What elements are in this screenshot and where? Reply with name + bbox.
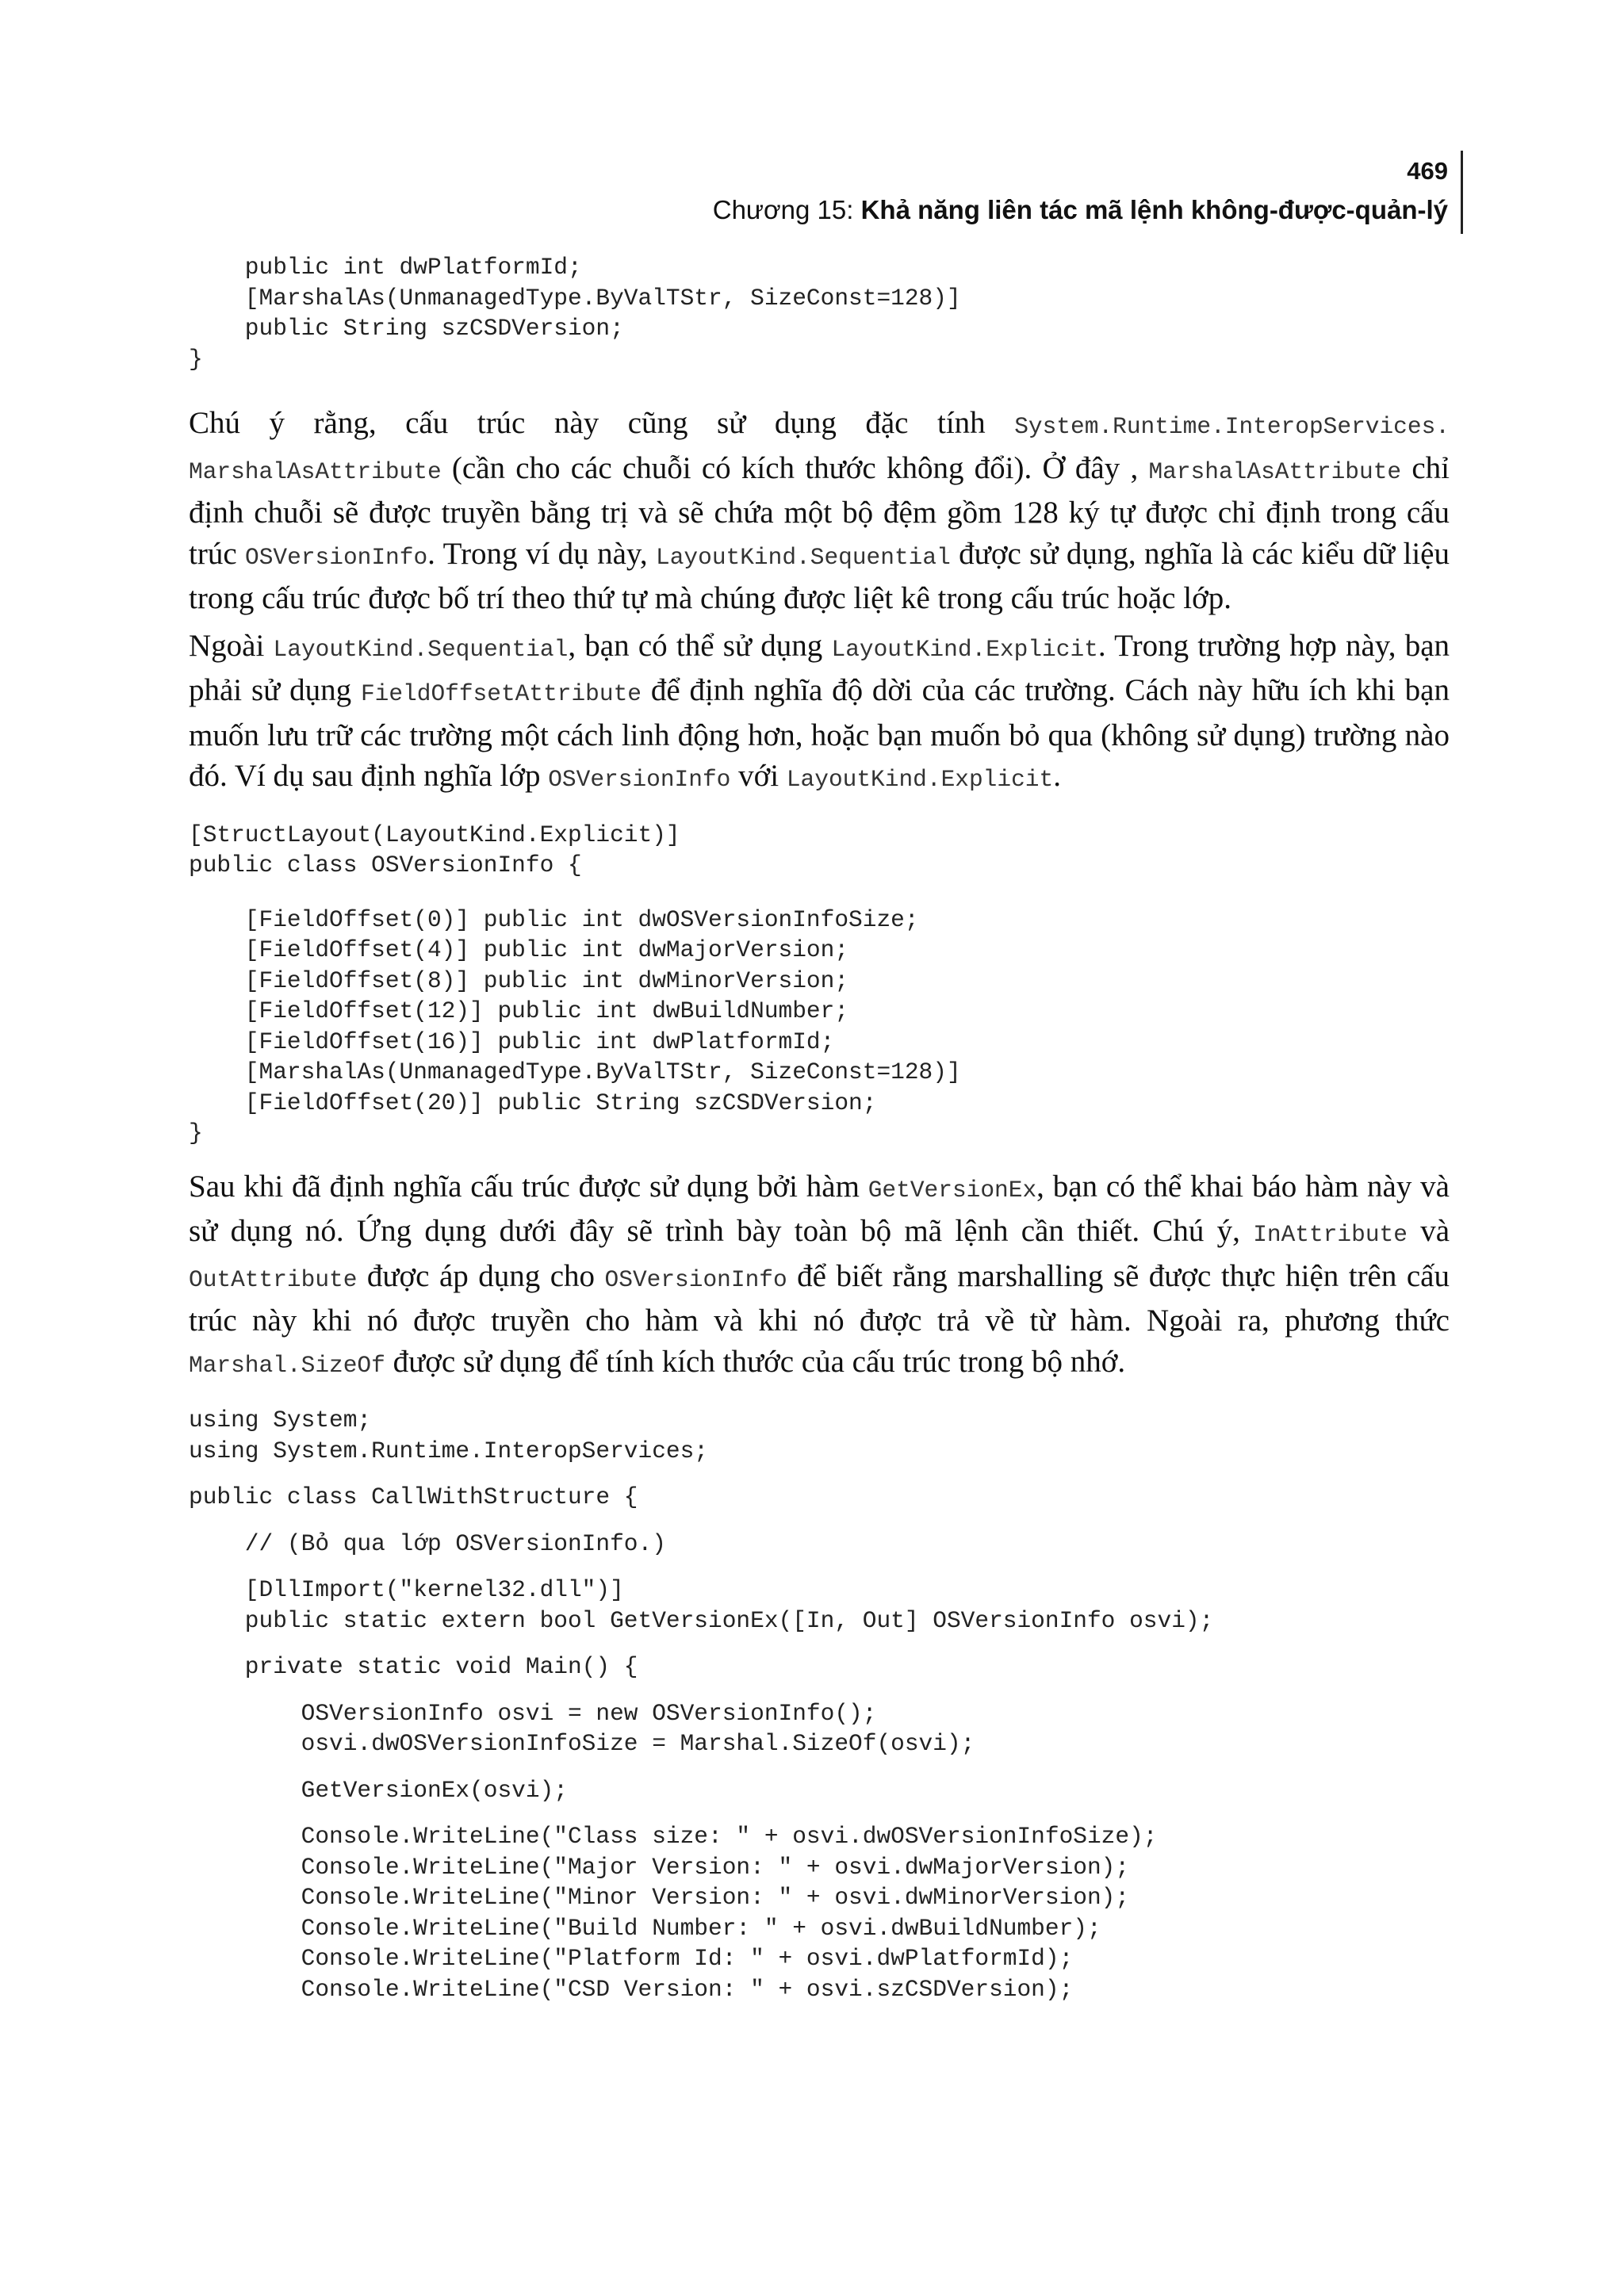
para-text: . Trong ví dụ này, [427,536,657,571]
inline-code: LayoutKind.Explicit [786,766,1054,793]
inline-code: OSVersionInfo [548,766,731,793]
para-text: (cần cho các chuỗi có kích thước không đổi). Ở đây , [441,450,1149,485]
inline-code: OSVersionInfo [245,543,428,571]
inline-code: GetVersionEx [868,1176,1037,1204]
inline-code: FieldOffsetAttribute [360,680,642,707]
code-block-comment: // (Bỏ qua lớp OSVersionInfo.) [189,1529,666,1557]
para-text: để biết rằng marshalling sẽ được thực hiện trên cấu trúc này khi nó được truyền cho hàm và khi nó được trả về từ hàm. Ngoài ra, phương thức [189,1258,1450,1338]
code-block-struct-tail: public int dwPlatformId; [MarshalAs(UnmanagedType.ByValTStr, SizeConst=128)] public String szCSDVersion; } [189,254,961,373]
inline-code: LayoutKind.Sequential [273,635,569,663]
para-text: được áp dụng cho [357,1258,605,1293]
para-text: . [1053,759,1061,793]
inline-code: LayoutKind.Explicit [831,635,1098,663]
para-text: Chú ý rằng, cấu trúc này cũng sử dụng đặc tính [189,406,1015,440]
code-block-usings: using System; using System.Runtime.InteropServices; [189,1407,709,1464]
para-text: để định nghĩa độ dời của các trường. Cách này hữu ích khi bạn muốn lưu trữ các trường một cách linh động hơn, hoặc bạn muốn bỏ qua (không sử dụng) trường nào đó. Ví dụ sau định nghĩa lớp [189,673,1450,793]
code-block-struct-layout: [StructLayout(LayoutKind.Explicit)] public class OSVersionInfo { [189,821,680,879]
inline-code: OSVersionInfo [604,1265,787,1293]
para-text: Ngoài [189,628,274,663]
code-block-console-output: Console.WriteLine("Class size: " + osvi.dwOSVersionInfoSize); Console.WriteLine("Major Version: " + osvi.dwMajorVersion); Console.WriteLine("Minor Version: " + osvi.dwMinorVersion); Console.WriteLine("Build Number: " + osvi.dwBuildNumber); Console.WriteLine("Platform Id: " + osvi.dwPlatformId); Console.WriteLine("CSD Version: " + osvi.szCSDVersion); [301,1823,1158,2003]
para-text: chỉ định chuỗi sẽ được truyền bằng trị và sẽ chứa một bộ đệm gồm 128 ký tự được chỉ định trong cấu trúc [189,450,1450,571]
paragraph-getversionex [189,1166,1450,1387]
para-text: được sử dụng để tính kích thước của cấu trúc trong bộ nhớ. [385,1344,1126,1379]
para-text: , bạn có thể sử dụng [568,628,832,663]
chapter-label: Chương 15: [712,195,861,224]
para-text: , bạn có thể khai báo hàm này và sử dụng nó. Ứng dụng dưới đây sẽ trình bày toàn bộ mã lệnh cần thiết. Chú ý, [189,1169,1450,1248]
page-number: 469 [1407,157,1448,185]
para-text: Sau khi đã định nghĩa cấu trúc được sử dụng bởi hàm [189,1169,868,1204]
inline-code: LayoutKind.Sequential [656,543,951,571]
header-divider [1461,151,1463,234]
code-block-init: OSVersionInfo osvi = new OSVersionInfo(); osvi.dwOSVersionInfoSize = Marshal.SizeOf(osvi); [301,1699,975,1757]
inline-code: System.Runtime.InteropServices. MarshalAsAttribute [189,413,1450,485]
para-text: với [730,759,787,793]
para-text: và [1407,1214,1450,1248]
inline-code: InAttribute [1253,1221,1408,1248]
page-content [189,252,1450,2004]
para-text: được sử dụng, nghĩa là các kiểu dữ liệu trong cấu trúc được bố trí theo thứ tự mà chúng được liệt kê trong cấu trúc hoặc lớp. [189,536,1450,615]
chapter-title [713,195,1448,225]
chapter-name: Khả năng liên tác mã lệnh không-được-quản-lý [860,195,1448,224]
para-text: . Trong trường hợp này, bạn phải sử dụng [189,628,1450,707]
code-block-dllimport: [DllImport("kernel32.dll")] public static extern bool GetVersionEx([In, Out] OSVersionInfo osvi); [244,1576,1214,1634]
code-block-class-declaration: public class CallWithStructure { [189,1483,638,1510]
code-block-main-declaration: private static void Main() { [189,1653,638,1680]
inline-code: Marshal.SizeOf [189,1351,385,1379]
paragraph-explicit-layout [189,626,1450,801]
paragraph-marshalas [189,403,1450,619]
inline-code: OutAttribute [189,1265,358,1293]
inline-code: MarshalAsAttribute [1148,457,1402,485]
code-block-field-offsets: [FieldOffset(0)] public int dwOSVersionInfoSize; [FieldOffset(4)] public int dwMajorVersion; [FieldOffset(8)] public int dwMinorVersion; [FieldOffset(12)] public int dwBuildNumber; [FieldOffset(16)] public int dwPlatformId; [MarshalAs(UnmanagedType.ByValTStr, SizeConst=128)] [FieldOffset(20)] public String szCSDVersion; } [189,905,961,1146]
code-block-call: GetVersionEx(osvi); [189,1776,568,1804]
